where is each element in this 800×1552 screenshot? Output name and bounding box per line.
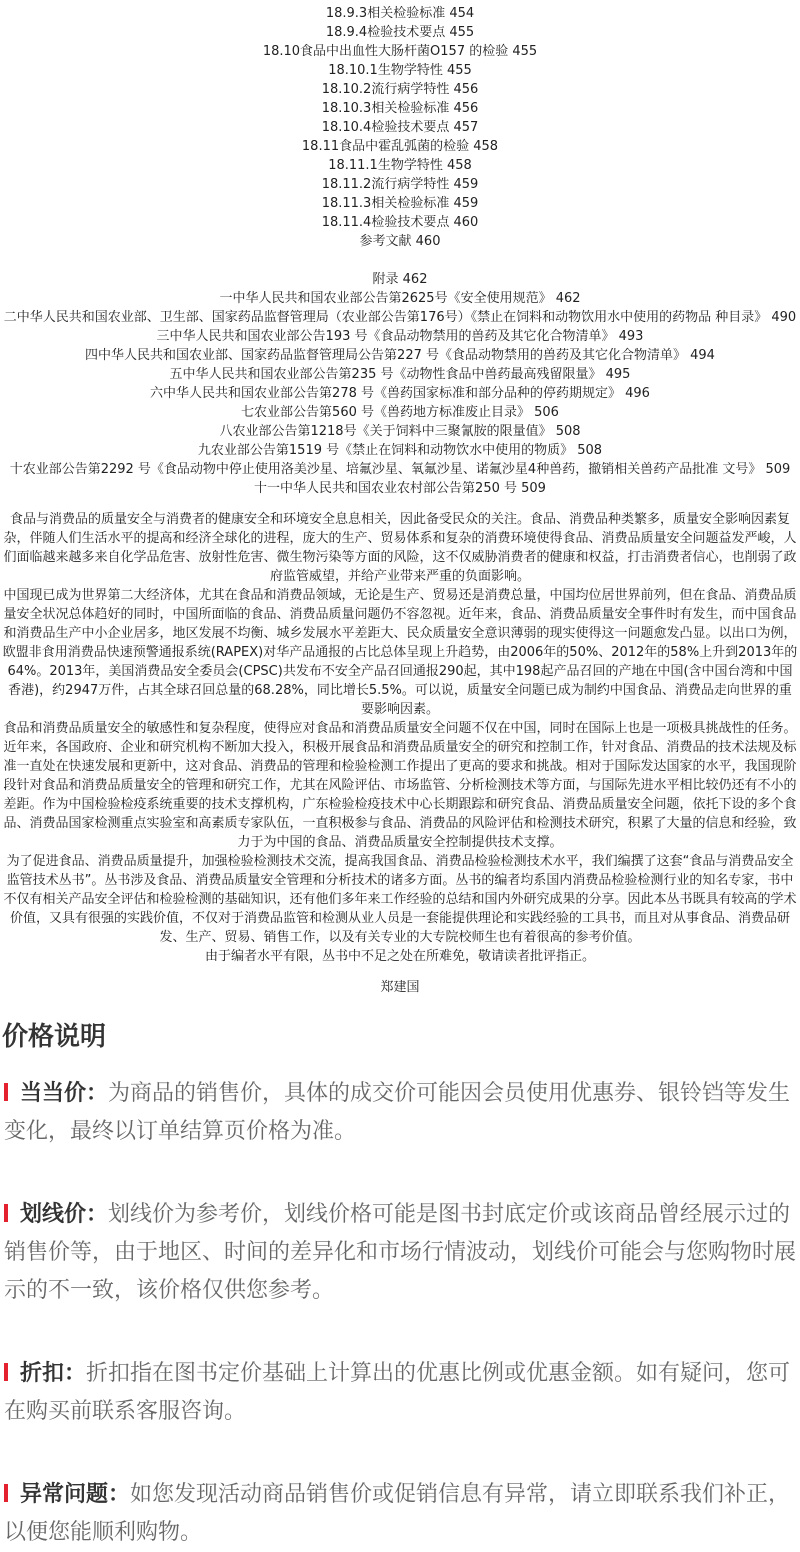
toc-line: 附录 462 bbox=[372, 272, 428, 287]
price-item-abnormal bbox=[2, 1476, 798, 1552]
toc-line: 18.11食品中霍乱弧菌的检验 458 bbox=[301, 139, 499, 154]
toc-line: 五中华人民共和国农业部公告第235 号《动物性食品中兽药最高残留限量》 495 bbox=[169, 367, 631, 382]
toc-line: 二中华人民共和国农业部、卫生部、国家药品监督管理局（农业部公告第176号）《禁止在饲料和动物饮用水中使用的药物品 种目录》 490 bbox=[3, 310, 797, 325]
price-item-discount bbox=[2, 1355, 798, 1431]
red-bar-marker bbox=[4, 1083, 8, 1101]
toc-line: 四中华人民共和国农业部、国家药品监督管理局公告第227 号《食品动物禁用的兽药及其它化合物清单》 494 bbox=[85, 348, 715, 363]
toc-line: 十一中华人民共和国农业农村部公告第250 号 509 bbox=[254, 481, 546, 496]
intro-paragraph: 由于编者水平有限，丛书中不足之处在所难免，敬请读者批评指正。 bbox=[204, 949, 595, 964]
toc-line: 18.11.3相关检验标准 459 bbox=[321, 196, 479, 211]
toc-line: 18.10.3相关检验标准 456 bbox=[321, 101, 479, 116]
price-heading: 价格说明 bbox=[2, 1022, 107, 1052]
price-item-term: 异常问题： bbox=[20, 1482, 131, 1507]
toc-line: 18.11.1生物学特性 458 bbox=[328, 158, 472, 173]
price-item-term: 划线价： bbox=[20, 1202, 109, 1227]
toc-line: 18.10食品中出血性大肠杆菌O157 的检验 455 bbox=[262, 44, 538, 59]
red-bar-marker bbox=[4, 1204, 8, 1222]
price-item-text: 折扣指在图书定价基础上计算出的优惠比例或优惠金额。如有疑问，您可在购买前联系客服咨询。 bbox=[4, 1361, 791, 1424]
toc-line: 三中华人民共和国农业部公告193 号《食品动物禁用的兽药及其它化合物清单》 493 bbox=[156, 329, 644, 344]
toc-line: 一中华人民共和国农业部公告第2625号《安全使用规范》 462 bbox=[219, 291, 581, 306]
toc-line: 18.11.4检验技术要点 460 bbox=[321, 215, 479, 230]
price-item-term: 当当价： bbox=[20, 1081, 109, 1106]
intro-paragraph: 为了促进食品、消费品质量提升，加强检验检测技术交流，提高我国食品、消费品检验检测技术水平，我们编撰了这套“食品与消费品安全监管技术丛书”。丛书涉及食品、消费品质量安全管理和分析技术的诸多方面。丛书的编者均系国内消费品检验检测行业的知名专家，书中不仅有相关产品安全评估和检验检测的基础知识，还有他们多年来工作经验的总结和国内外研究成果的分享。因此本丛书既具有较高的学术价值，又具有很强的实践价值，不仅对于消费品监管和检测从业人员是一套能提供理论和实践经验的工具书，而且对从事食品、消费品研发、生产、贸易、销售工作，以及有关专业的大专院校师生也有着很高的参考价值。 bbox=[3, 854, 797, 945]
toc-line: 18.9.4检验技术要点 455 bbox=[325, 25, 475, 40]
intro-paragraph: 食品与消费品的质量安全与消费者的健康安全和环境安全息息相关，因此备受民众的关注。食品、消费品种类繁多，质量安全影响因素复杂，伴随人们生活水平的提高和经济全球化的进程，庞大的生产、贸易体系和复杂的消费环境使得食品、消费品质量安全问题益发严峻，人们面临越来越多来自化学品危害、放射性危害、微生物污染等方面的风险，这不仅威胁消费者的健康和权益，打击消费者信心，也削弱了政府监管威望，并给产业带来严重的负面影响。 bbox=[3, 512, 797, 584]
price-item-term: 折扣： bbox=[20, 1361, 87, 1386]
intro-paragraph: 食品和消费品质量安全的敏感性和复杂程度，使得应对食品和消费品质量安全问题不仅在中国，同时在国际上也是一项极具挑战性的任务。近年来，各国政府、企业和研究机构不断加大投入，积极开展食品和消费品质量安全的研究和控制工作，针对食品、消费品的技术法规及标准一直处在快速发展和更新中，这对食品、消费品的管理和检验检测工作提出了更高的要求和挑战。相对于国际发达国家的水平，我国现阶段针对食品和消费品质量安全的管理和研究工作，尤其在风险评估、市场监管、分析检测技术等方面，与国际先进水平相比较仍还有不小的差距。作为中国检验检疫系统重要的技术支撑机构，广东检验检疫技术中心长期跟踪和研究食品、消费品质量安全问题，依托下设的多个食品、消费品国家检测重点实验室和高素质专家队伍，一直积极参与食品、消费品的风险评估和检测技术研究，积累了大量的信息和经验，致力于为中国的食品、消费品质量安全控制提供技术支撑。 bbox=[3, 721, 797, 850]
book-introduction bbox=[0, 510, 800, 966]
price-item-dangdang bbox=[2, 1075, 798, 1151]
red-bar-marker bbox=[4, 1484, 8, 1502]
price-explanation-section bbox=[0, 1019, 800, 1552]
toc-line: 八农业部公告第1218号《关于饲料中三聚氰胺的限量值》 508 bbox=[219, 424, 581, 439]
author-name: 郑建国 bbox=[380, 980, 420, 995]
toc-line: 18.9.3相关检验标准 454 bbox=[325, 6, 475, 21]
toc-line: 18.10.1生物学特性 455 bbox=[328, 63, 472, 78]
price-item-strikethrough bbox=[2, 1196, 798, 1310]
price-item-text: 如您发现活动商品销售价或促销信息有异常，请立即联系我们补正，以便您能顺利购物。 bbox=[4, 1482, 791, 1545]
toc-line: 18.11.2流行病学特性 459 bbox=[321, 177, 479, 192]
toc-line: 18.10.2流行病学特性 456 bbox=[321, 82, 479, 97]
toc-line: 六中华人民共和国农业部公告第278 号《兽药国家标准和部分品种的停药期规定》 496 bbox=[150, 386, 650, 401]
toc-line: 七农业部公告第560 号《兽药地方标准废止目录》 506 bbox=[241, 405, 559, 420]
toc-spacer bbox=[0, 251, 800, 270]
price-item-text: 划线价为参考价，划线价格可能是图书封底定价或该商品曾经展示过的销售价等，由于地区、时间的差异化和市场行情波动，划线价可能会与您购物时展示的不一致，该价格仅供您参考。 bbox=[4, 1202, 797, 1303]
price-item-text: 为商品的销售价，具体的成交价可能因会员使用优惠券、银铃铛等发生变化，最终以订单结算页价格为准。 bbox=[4, 1081, 791, 1144]
toc-line: 十农业部公告第2292 号《食品动物中停止使用洛美沙星、培氟沙星、氧氟沙星、诺氟沙星4种兽药，撤销相关兽药产品批准 文号》 509 bbox=[9, 462, 791, 477]
table-of-contents bbox=[0, 0, 800, 498]
toc-line: 九农业部公告第1519 号《禁止在饲料和动物饮水中使用的物质》 508 bbox=[197, 443, 603, 458]
intro-paragraph: 中国现已成为世界第二大经济体，尤其在食品和消费品领域，无论是生产、贸易还是消费总量，中国均位居世界前列，但在食品、消费品质量安全状况总体趋好的同时，中国所面临的食品、消费品质量问题仍不容忽视。近年来，食品、消费品质量安全事件时有发生，而中国食品和消费品生产中小企业居多，地区发展不均衡、城乡发展水平差距大、民众质量安全意识薄弱的现实使得这一问题愈发凸显。以出口为例，欧盟非食用消费品快速预警通报系统(RAPEX)对华产品通报的占比总体呈现上升趋势，由2006年的50%、2012年的58%上升到2013年的64%。2013年，美国消费品安全委员会(CPSC)共发布不安全产品召回通报290起，其中198起产品召回的产地在中国(含中国台湾和中国香港)，约2947万件，占其全球召回总量的68.28%，同比增长5.5%。可以说，质量安全问题已成为制约中国食品、消费品走向世界的重要影响因素。 bbox=[2, 588, 798, 717]
toc-line: 参考文献 460 bbox=[359, 234, 441, 249]
toc-line: 18.10.4检验技术要点 457 bbox=[321, 120, 479, 135]
red-bar-marker bbox=[4, 1363, 8, 1381]
